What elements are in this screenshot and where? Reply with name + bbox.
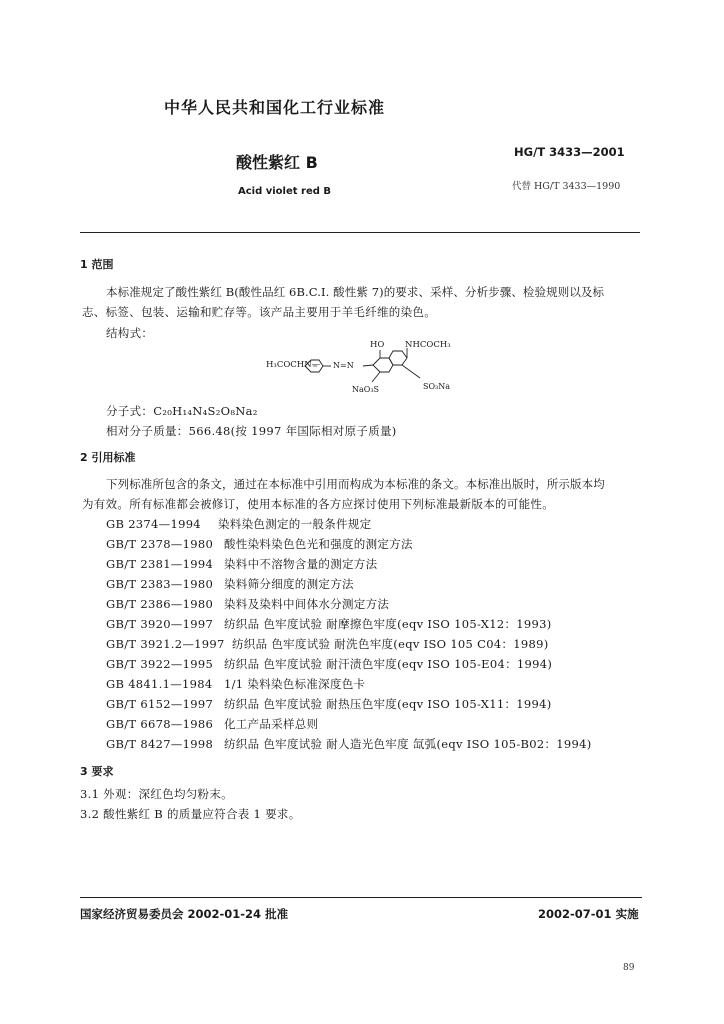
reference-item [106,656,552,672]
section-2-para-line1: 下列标准所包含的条文，通过在本标准中引用而构成为本标准的条文。本标准出版时，所示版本均 [106,477,605,491]
molecular-formula: 分子式：C₂₀H₁₄N₄S₂O₈Na₂ [106,404,258,418]
reference-title: 化工产品采样总则 [224,717,319,731]
reference-title: 纺织品 色牢度试验 耐人造光色牢度 氙弧(eqv ISO 105-B02：1994) [224,737,592,751]
footer-rule [80,897,642,898]
reference-item [106,596,389,612]
molecular-mass: 相对分子质量：566.48(按 1997 年国际相对原子质量) [106,424,397,438]
reference-item [106,516,371,532]
reference-code: GB/T 3921.2—1997 [106,637,225,651]
reference-code: GB/T 6678—1986 [106,717,214,731]
reference-title: 纺织品 色牢度试验 耐汗渍色牢度(eqv ISO 105-E04：1994) [224,657,553,671]
structure-acetamido: NHCOCH₃ [405,340,451,350]
structure-sulfonate-right: SO₃Na [423,382,451,391]
reference-item [106,636,549,652]
section-1-para-line2: 志、标签、包装、运输和贮存等。该产品主要用于羊毛纤维的染色。 [82,305,436,319]
replaces-note: 代替 HG/T 3433—1990 [512,181,621,192]
standard-title-cn: 酸性紫红 B [236,153,318,172]
section-2-heading: 2 引用标准 [80,451,136,464]
reference-code: GB 4841.1—1984 [106,677,213,691]
effective-date: 2002-07-01 实施 [538,907,639,921]
page-number: 89 [623,963,635,973]
reference-item [106,696,552,712]
header-rule [80,232,640,233]
reference-code: GB/T 2378—1980 [106,537,214,551]
reference-item [106,556,377,572]
structure-hydroxyl: HO [370,340,385,350]
reference-code: GB/T 3922—1995 [106,657,214,671]
reference-item [106,576,354,592]
reference-code: GB/T 2383—1980 [106,577,214,591]
reference-code: GB/T 3920—1997 [106,617,214,631]
structure-sulfonate-left: NaO₃S [352,385,380,394]
reference-title: 染料中不溶物含量的测定方法 [224,557,378,571]
reference-code: GB/T 8427—1998 [106,737,214,751]
reference-title: 纺织品 色牢度试验 耐摩擦色牢度(eqv ISO 105-X12：1993) [224,617,552,631]
standard-number: HG/T 3433—2001 [514,145,625,159]
section-2-para-line2: 为有效。所有标准都会被修订，使用本标准的各方应探讨使用下列标准最新版本的可能性。 [82,497,554,511]
section-1-heading: 1 范围 [80,258,114,271]
reference-code: GB/T 6152—1997 [106,697,214,711]
reference-title: 纺织品 色牢度试验 耐热压色牢度(eqv ISO 105-X11：1994) [224,697,552,711]
reference-title: 染料染色测定的一般条件规定 [218,517,372,531]
reference-code: GB 2374—1994 [106,517,201,531]
structure-left-group: H₃COCHN— [266,360,321,370]
reference-title: 染料及染料中间体水分测定方法 [224,597,390,611]
standard-title-en: Acid violet red B [238,186,331,197]
reference-code: GB/T 2386—1980 [106,597,214,611]
requirement-3-1: 3.1 外观：深红色均匀粉末。 [80,787,233,801]
reference-title: 染料筛分细度的测定方法 [224,577,354,591]
reference-title: 纺织品 色牢度试验 耐洗色牢度(eqv ISO 105 C04：1989) [232,637,549,651]
requirement-3-2: 3.2 酸性紫红 B 的质量应符合表 1 要求。 [80,807,301,821]
reference-item [106,536,413,552]
reference-item [106,616,552,632]
reference-item [106,716,318,732]
org-title: 中华人民共和国化工行业标准 [164,98,386,117]
reference-item [106,736,592,752]
reference-item [106,676,365,692]
approval-date: 国家经济贸易委员会 2002-01-24 批准 [80,907,289,921]
structure-label: 结构式： [106,326,154,340]
reference-title: 酸性染料染色色光和强度的测定方法 [224,537,413,551]
reference-code: GB/T 2381—1994 [106,557,214,571]
reference-title: 1/1 染料染色标准深度色卡 [224,677,366,691]
section-3-heading: 3 要求 [80,765,114,778]
section-1-para-line1: 本标准规定了酸性紫红 B(酸性品红 6B.C.I. 酸性紫 7)的要求、采样、分析步骤、检验规则以及标 [106,285,605,299]
structure-azo: N=N [333,361,354,370]
